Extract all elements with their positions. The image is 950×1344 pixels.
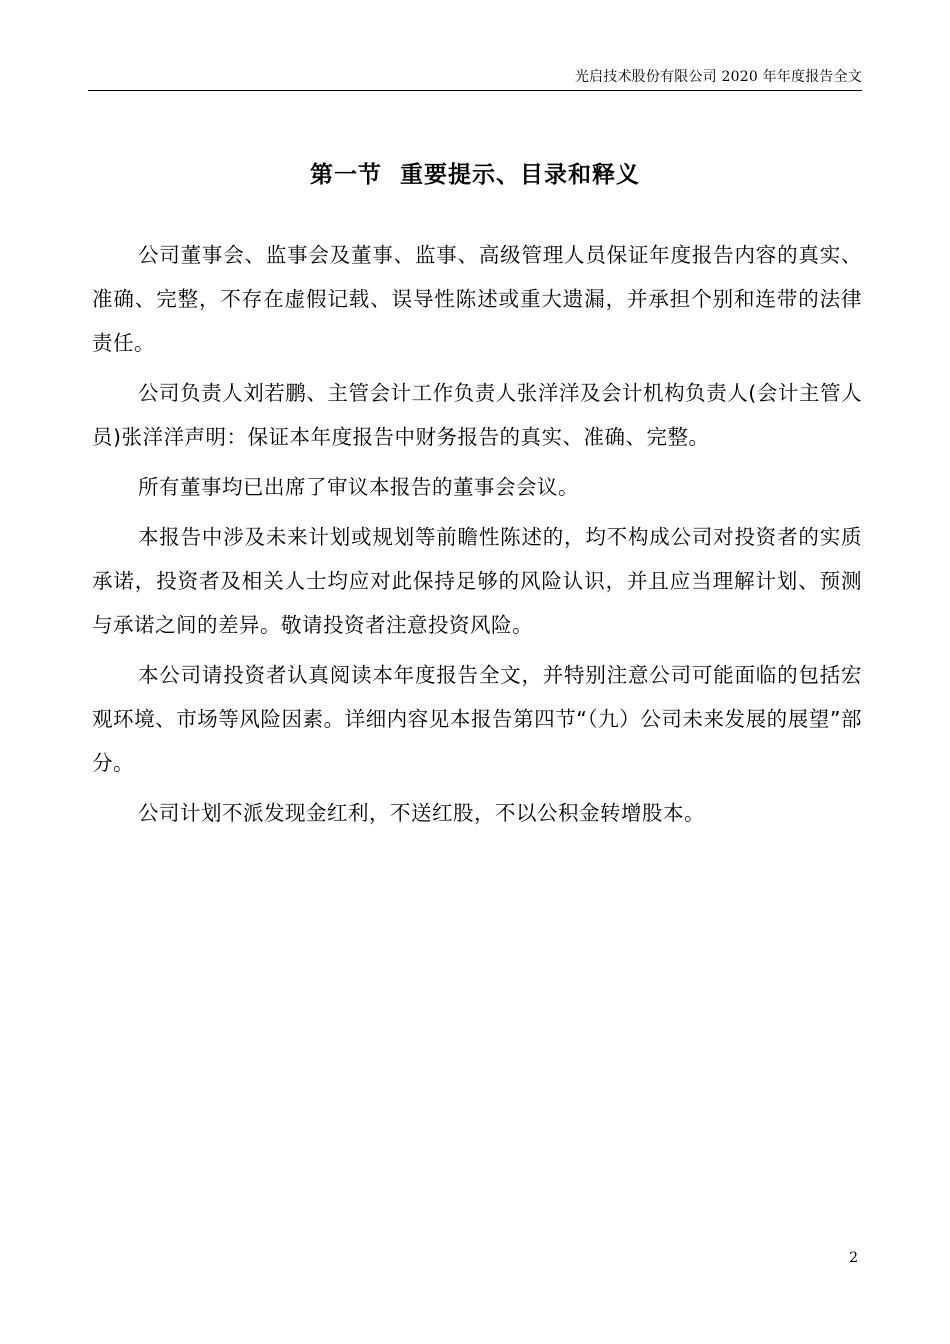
paragraph-forward-looking: 本报告中涉及未来计划或规划等前瞻性陈述的，均不构成公司对投资者的实质承诺，投资者及相关人士均应对此保持足够的风险认识，并且应当理解计划、预测与承诺之间的差异。敬请投资者注意投资风险。 bbox=[92, 525, 862, 637]
paragraph-dividend-plan: 公司计划不派发现金红利，不送红股，不以公积金转增股本。 bbox=[138, 801, 705, 825]
page-number: 2 bbox=[849, 1250, 858, 1266]
page-header bbox=[88, 64, 862, 91]
paragraph-responsibility: 公司董事会、监事会及董事、监事、高级管理人员保证年度报告内容的真实、准确、完整，不存在虚假记载、误导性陈述或重大遗漏，并承担个别和连带的法律责任。 bbox=[92, 243, 862, 355]
document-body bbox=[92, 233, 862, 841]
header-title: 光启技术股份有限公司 2020 年年度报告全文 bbox=[574, 69, 862, 85]
paragraph-attendance: 所有董事均已出席了审议本报告的董事会会议。 bbox=[138, 475, 579, 499]
section-title: 第一节 重要提示、目录和释义 bbox=[309, 162, 640, 188]
paragraph-risk-factors: 本公司请投资者认真阅读本年度报告全文，并特别注意公司可能面临的包括宏观环境、市场等风险因素。详细内容见本报告第四节“（九）公司未来发展的展望”部分。 bbox=[92, 663, 862, 775]
paragraph-declaration: 公司负责人刘若鹏、主管会计工作负责人张洋洋及会计机构负责人(会计主管人员)张洋洋声明：保证本年度报告中财务报告的真实、准确、完整。 bbox=[92, 381, 862, 449]
